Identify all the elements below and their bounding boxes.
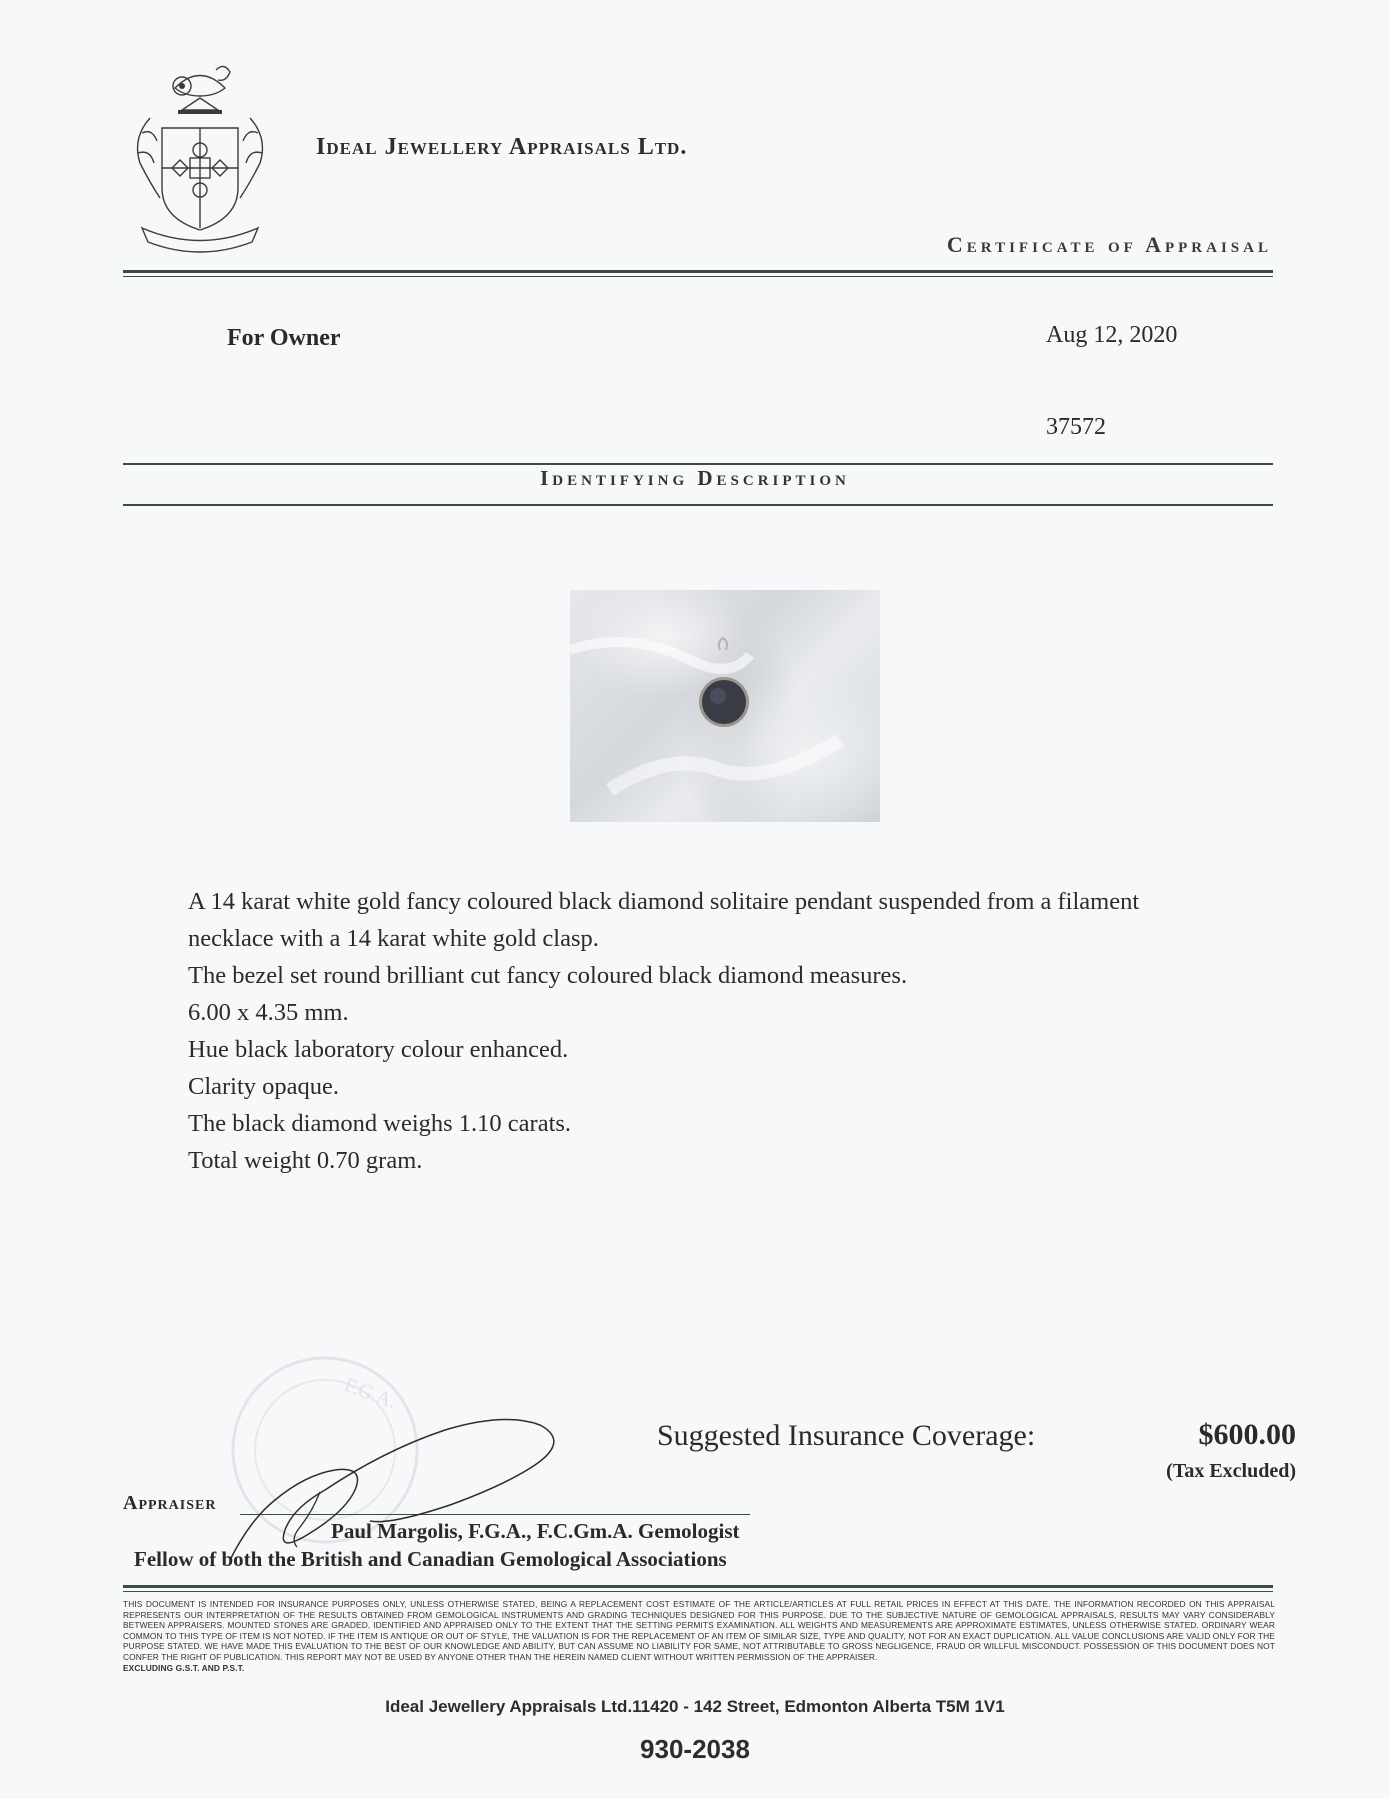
description-line: necklace with a 14 karat white gold clasp. bbox=[188, 925, 599, 952]
certificate-title: Certificate of Appraisal bbox=[946, 232, 1272, 257]
seal-text: F.G.A. bbox=[341, 1374, 400, 1413]
description-line: The black diamond weighs 1.10 carats. bbox=[188, 1110, 572, 1137]
appraiser-signature bbox=[220, 1400, 560, 1570]
appraisal-date: Aug 12, 2020 bbox=[1046, 322, 1178, 348]
tax-note: (Tax Excluded) bbox=[1166, 1460, 1296, 1482]
reference-number: 37572 bbox=[1046, 414, 1106, 440]
footer-phone: 930-2038 bbox=[640, 1734, 750, 1764]
insurance-label: Suggested Insurance Coverage: bbox=[657, 1419, 1036, 1452]
footer-divider-bottom bbox=[123, 1591, 1273, 1592]
description-line: Total weight 0.70 gram. bbox=[188, 1147, 423, 1174]
owner-label: For Owner bbox=[227, 325, 341, 351]
footer-divider-top bbox=[123, 1585, 1273, 1588]
description-line: 6.00 x 4.35 mm. bbox=[188, 999, 349, 1026]
company-name: Ideal Jewellery Appraisals Ltd. bbox=[316, 134, 688, 160]
section-divider-bottom bbox=[123, 504, 1273, 506]
description-line: A 14 karat white gold fancy coloured black diamond solitaire pendant suspended from a filament bbox=[188, 888, 1140, 915]
item-description bbox=[188, 883, 1268, 1179]
description-line: Hue black laboratory colour enhanced. bbox=[188, 1036, 569, 1063]
appraiser-fellowship: Fellow of both the British and Canadian Gemological Associations bbox=[134, 1547, 727, 1571]
header-divider-bottom bbox=[123, 276, 1273, 277]
appraiser-name: Paul Margolis, F.G.A., F.C.Gm.A. Gemologist bbox=[331, 1519, 740, 1543]
insurance-value: $600.00 bbox=[1198, 1418, 1296, 1451]
description-line: Clarity opaque. bbox=[188, 1073, 340, 1100]
appraiser-label: Appraiser bbox=[123, 1492, 217, 1514]
pendant-photo bbox=[570, 590, 880, 822]
disclaimer-text: THIS DOCUMENT IS INTENDED FOR INSURANCE PURPOSES ONLY, UNLESS OTHERWISE STATED, BEING A REPLACEMENT COST ESTIMATE OF THE ARTICLE/ARTICLES AT FULL RETAIL PRICES IN EFFECT AT THIS DATE. THE INFORMATION RECORDED ON THIS APPRAISAL REPRESENTS OUR INTERPRETATION OF THE RESULTS OBTAINED FROM GEMOLOGICAL INSTRUMENTS AND GRADING TECHNIQUES DESIGNED FOR THIS PURPOSE. DUE TO THE SUBJECTIVE NATURE OF GEMOLOGICAL APPRAISALS, RESULTS MAY VARY CONSIDERABLY BETWEEN APPRAISERS. MOUNTED STONES ARE GRADED, IDENTIFIED AND APPRAISED ONLY TO THE EXTENT THAT THE SETTING PERMITS EXAMINATION. ALL WEIGHTS AND MEASUREMENTS ARE APPROXIMATE ESTIMATES, UNLESS OTHERWISE STATED. ORDINARY WEAR COMMON TO THIS TYPE OF ITEM IS NOT NOTED. IF THE ITEM IS ANTIQUE OR OUT OF STYLE, THE VALUATION IS FOR THE REPLACEMENT OF AN ITEM OF SIMILAR SIZE, TYPE AND QUALITY, NOT FOR AN EXACT DUPLICATION. ALL VALUE CONCLUSIONS ARE VALID ONLY FOR THE PURPOSE STATED. WE HAVE MADE THIS EVALUATION TO THE BEST OF OUR KNOWLEDGE AND ABILITY, BUT CAN ASSUME NO LIABILITY FOR SAME, NOT ATTRIBUTABLE TO GROSS NEGLIGENCE, FRAUD OR WILLFUL MISCONDUCT. POSSESSION OF THIS DOCUMENT DOES NOT CONFER THE RIGHT OF PUBLICATION. THIS REPORT MAY NOT BE USED BY ANYONE OTHER THAN THE HEREIN NAMED CLIENT WITHOUT WRITTEN PERMISSION OF THE APPRAISER. bbox=[123, 1599, 1275, 1662]
section-title: Identifying Description bbox=[540, 466, 850, 490]
pendant-image bbox=[570, 590, 880, 822]
section-divider-top bbox=[123, 463, 1273, 465]
coat-of-arms-logo bbox=[120, 58, 280, 258]
footer-address: Ideal Jewellery Appraisals Ltd.11420 - 142 Street, Edmonton Alberta T5M 1V1 bbox=[385, 1697, 1005, 1716]
description-line: The bezel set round brilliant cut fancy coloured black diamond measures. bbox=[188, 962, 908, 989]
tax-exclusion-note: EXCLUDING G.S.T. AND P.S.T. bbox=[123, 1662, 245, 1673]
disclaimer bbox=[123, 1599, 1275, 1673]
header-divider-top bbox=[123, 270, 1273, 273]
